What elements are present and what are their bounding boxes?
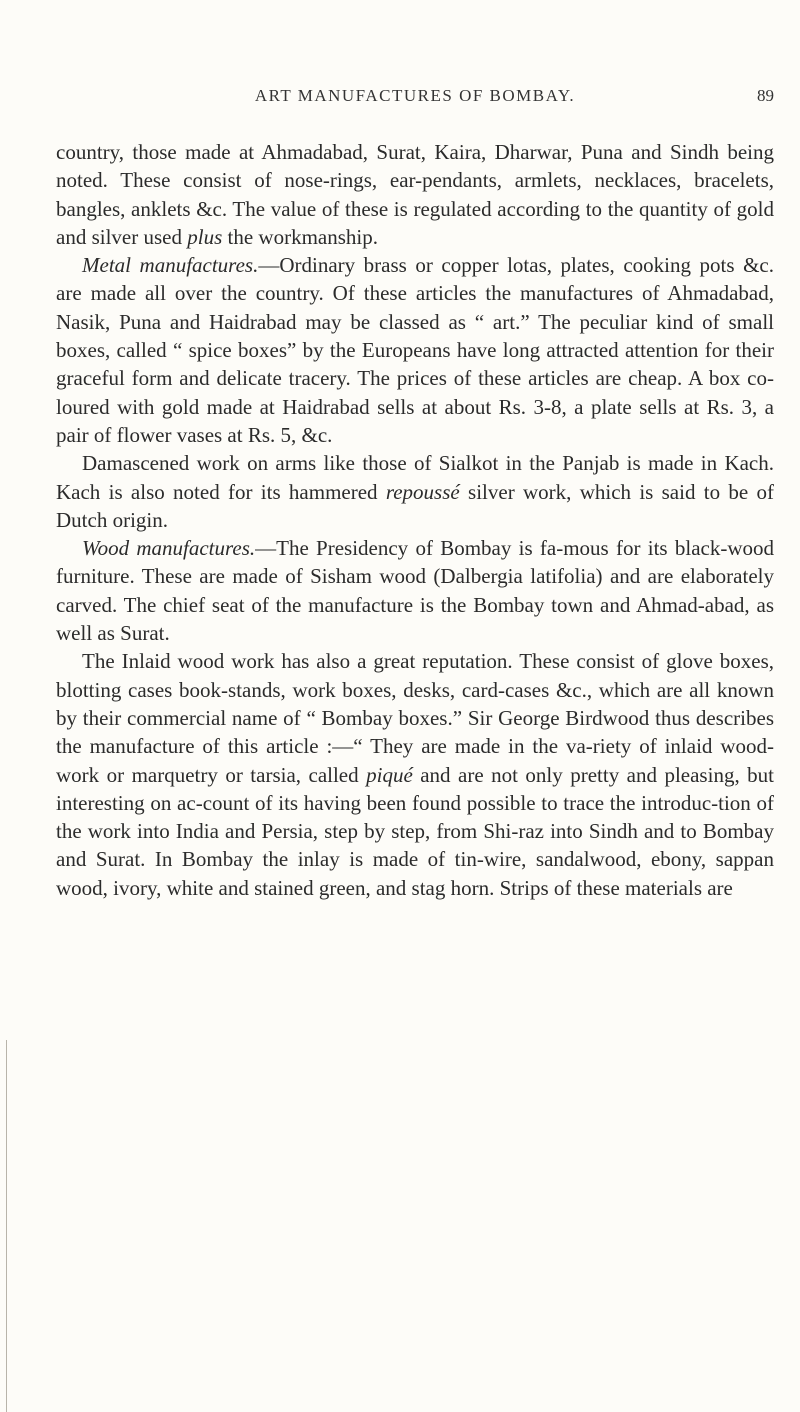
paragraph-text: —Ordinary brass or copper lotas, plates, cooking pots &c. are made all over the country. Of these articles the manufactures of Ahmadabad, Nasik, Puna and Haidrabad may be classed as “ art.” The peculiar kind of small boxes, called “ spice boxes” by the Europeans have long attracted attention for their graceful form and delicate tracery. The prices of these articles are cheap. A box co-loured with gold made at Haidrabad sells at about Rs. 3-8, a plate sells at Rs. 3, a pair of flower vases at Rs. 5, &c.	[56, 253, 774, 447]
paragraph-text: the workmanship.	[222, 224, 378, 249]
running-title: ART MANUFACTURES OF BOMBAY.	[254, 86, 576, 105]
italic-term: repoussé	[385, 479, 460, 504]
paragraph-text: country, those made at Ahmadabad, Surat, Kaira, Dharwar, Puna and Sindh being noted. These consist of nose-rings, ear-pendants, armlets, necklaces, bracelets, bangles, anklets &c. The value of these is regulated according to the quantity of gold and silver used	[56, 140, 774, 249]
italic-term: piqué	[366, 762, 413, 787]
paragraph-text: silver work, which is said to be of Dutch origin.	[56, 479, 774, 532]
paragraph-text: —The Presidency of Bombay is fa-mous for its black-wood furniture. These are made of Sisham wood (Dalbergia latifolia) and are elaborately carved. The chief seat of the manufacture is the Bombay town and Ahmad-abad, as well as Surat.	[56, 536, 774, 646]
paragraph-damascened-work	[56, 449, 774, 534]
section-heading-wood: Wood manufactures.	[82, 536, 256, 561]
margin-rule	[6, 1040, 7, 1412]
paragraph-wood-manufactures	[56, 534, 774, 647]
paragraph-text: Damascened work on arms like those of Sialkot in the Panjab is made in Kach. Kach is also noted for its hammered	[56, 451, 774, 504]
paragraph-metal-manufactures	[56, 251, 774, 449]
paragraph-text: The Inlaid wood work has also a great reputation. These consist of glove boxes, blotting cases book-stands, work boxes, desks, card-cases &c., which are all known by their commercial name of “ Bombay boxes.” Sir George Birdwood thus describes the manufacture of this article :—“ They are made in the va-riety of inlaid wood-work or marquetry or tarsia, called	[56, 649, 774, 787]
paragraph-jewellery	[56, 138, 774, 251]
running-head	[56, 86, 774, 112]
paragraph-text: and are not only pretty and pleasing, but interesting on ac-count of its having been found possible to trace the introduc-tion of the work into India and Persia, step by step, from Shi-raz into Sindh and to Bombay and Surat. In Bombay the inlay is made of tin-wire, sandalwood, ebony, sappan wood, ivory, white and stained green, and stag horn. Strips of these materials are	[56, 762, 774, 900]
paragraph-inlaid-wood	[56, 647, 774, 902]
body-text	[56, 138, 774, 902]
section-heading-metal: Metal manufactures.	[82, 253, 259, 278]
italic-term: plus	[187, 224, 223, 249]
page-number: 89	[757, 86, 774, 105]
